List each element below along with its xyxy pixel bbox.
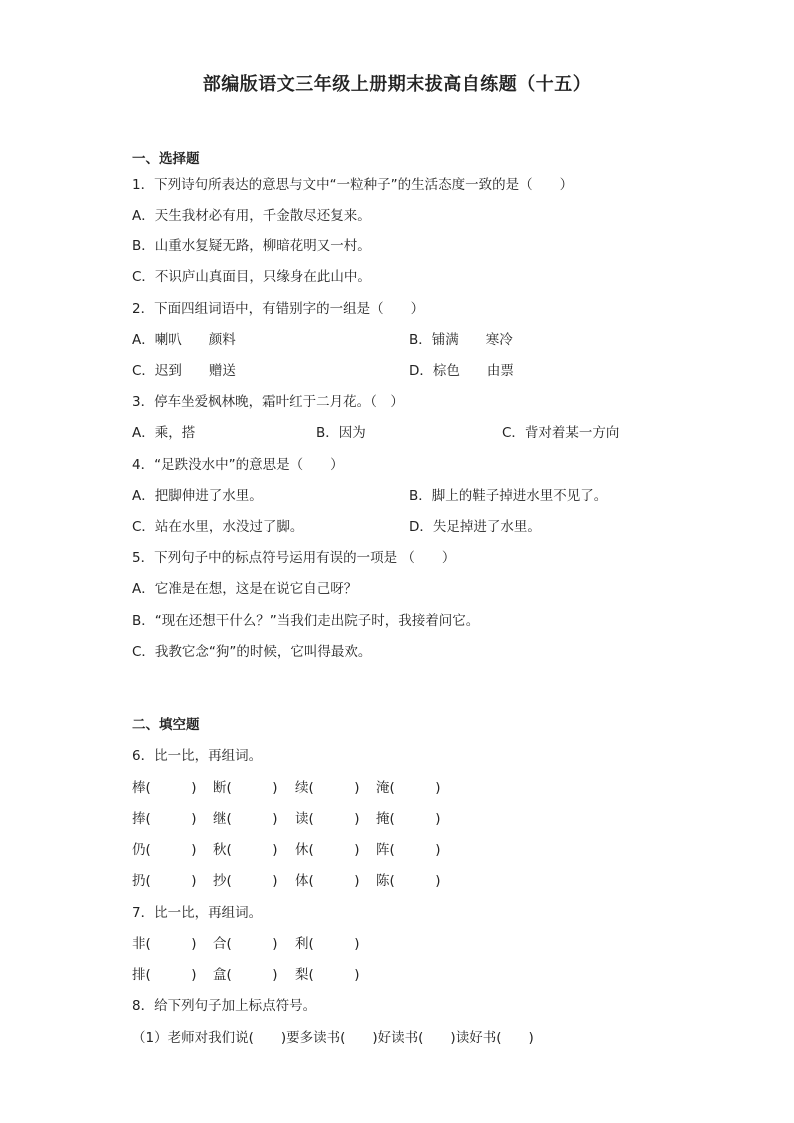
question-6-cell[interactable]: 淹( ) bbox=[376, 780, 441, 796]
question-7-cell[interactable]: 排( ) bbox=[132, 967, 197, 983]
question-6-cell[interactable]: 续( ) bbox=[295, 780, 360, 796]
question-1-option-c: C．不识庐山真面目，只缘身在此山中。 bbox=[132, 269, 371, 285]
question-6-cell[interactable]: 断( ) bbox=[213, 780, 278, 796]
question-7-cell[interactable]: 合( ) bbox=[213, 936, 278, 952]
question-1-stem: 1．下列诗句所表达的意思与文中“一粒种子”的生活态度一致的是（ ） bbox=[132, 177, 574, 193]
question-6-cell[interactable]: 仍( ) bbox=[132, 842, 197, 858]
question-8-item-1[interactable]: （1）老师对我们说( )要多读书( )好读书( )读好书( ) bbox=[132, 1030, 534, 1046]
question-5-option-a: A．它准是在想，这是在说它自己呀？ bbox=[132, 581, 358, 597]
question-5-option-c: C．我教它念“狗”的时候，它叫得最欢。 bbox=[132, 644, 372, 660]
question-3-option-b: B．因为 bbox=[316, 425, 366, 441]
question-2-option-c: C．迟到 赠送 bbox=[132, 363, 236, 379]
question-2-option-a: A．喇叭 颜料 bbox=[132, 332, 236, 348]
question-6-cell[interactable]: 捧( ) bbox=[132, 811, 197, 827]
question-8-stem: 8．给下列句子加上标点符号。 bbox=[132, 998, 317, 1014]
page-title: 部编版语文三年级上册期末拔高自练题（十五） bbox=[202, 74, 592, 95]
section-heading-fill: 二、填空题 bbox=[132, 717, 200, 733]
question-1-option-a: A．天生我材必有用，千金散尽还复来。 bbox=[132, 208, 371, 224]
question-3-option-c: C．背对着某一方向 bbox=[502, 425, 620, 441]
section-heading-choice: 一、选择题 bbox=[132, 151, 200, 167]
question-4-stem: 4．“足跌没水中”的意思是（ ） bbox=[132, 457, 344, 473]
question-4-option-a: A．把脚伸进了水里。 bbox=[132, 488, 263, 504]
question-5-option-b: B．“现在还想干什么？”当我们走出院子时，我接着问它。 bbox=[132, 613, 480, 629]
question-7-cell[interactable]: 非( ) bbox=[132, 936, 197, 952]
question-6-cell[interactable]: 读( ) bbox=[295, 811, 360, 827]
question-4-option-b: B．脚上的鞋子掉进水里不见了。 bbox=[409, 488, 608, 504]
question-6-stem: 6．比一比，再组词。 bbox=[132, 748, 263, 764]
question-6-cell[interactable]: 掩( ) bbox=[376, 811, 441, 827]
question-6-cell[interactable]: 休( ) bbox=[295, 842, 360, 858]
question-6-cell[interactable]: 抄( ) bbox=[213, 873, 278, 889]
question-2-option-b: B．铺满 寒冷 bbox=[409, 332, 513, 348]
question-1-option-b: B．山重水复疑无路，柳暗花明又一村。 bbox=[132, 238, 371, 254]
question-4-option-d: D．失足掉进了水里。 bbox=[409, 519, 541, 535]
question-6-cell[interactable]: 秋( ) bbox=[213, 842, 278, 858]
question-5-stem: 5．下列句子中的标点符号运用有误的一项是 （ ） bbox=[132, 550, 456, 566]
question-6-cell[interactable]: 棒( ) bbox=[132, 780, 197, 796]
question-3-option-a: A．乘，搭 bbox=[132, 425, 196, 441]
question-6-cell[interactable]: 扔( ) bbox=[132, 873, 197, 889]
question-2-option-d: D．棕色 由票 bbox=[409, 363, 514, 379]
question-7-cell[interactable]: 梨( ) bbox=[295, 967, 360, 983]
question-6-cell[interactable]: 阵( ) bbox=[376, 842, 441, 858]
question-7-stem: 7．比一比，再组词。 bbox=[132, 905, 263, 921]
question-6-cell[interactable]: 陈( ) bbox=[376, 873, 441, 889]
question-7-cell[interactable]: 盒( ) bbox=[213, 967, 278, 983]
question-7-cell[interactable]: 利( ) bbox=[295, 936, 360, 952]
question-2-stem: 2．下面四组词语中，有错别字的一组是（ ） bbox=[132, 301, 425, 317]
question-3-stem: 3．停车坐爱枫林晚，霜叶红于二月花。（ ） bbox=[132, 394, 404, 410]
question-6-cell[interactable]: 继( ) bbox=[213, 811, 278, 827]
question-4-option-c: C．站在水里，水没过了脚。 bbox=[132, 519, 304, 535]
question-6-cell[interactable]: 体( ) bbox=[295, 873, 360, 889]
